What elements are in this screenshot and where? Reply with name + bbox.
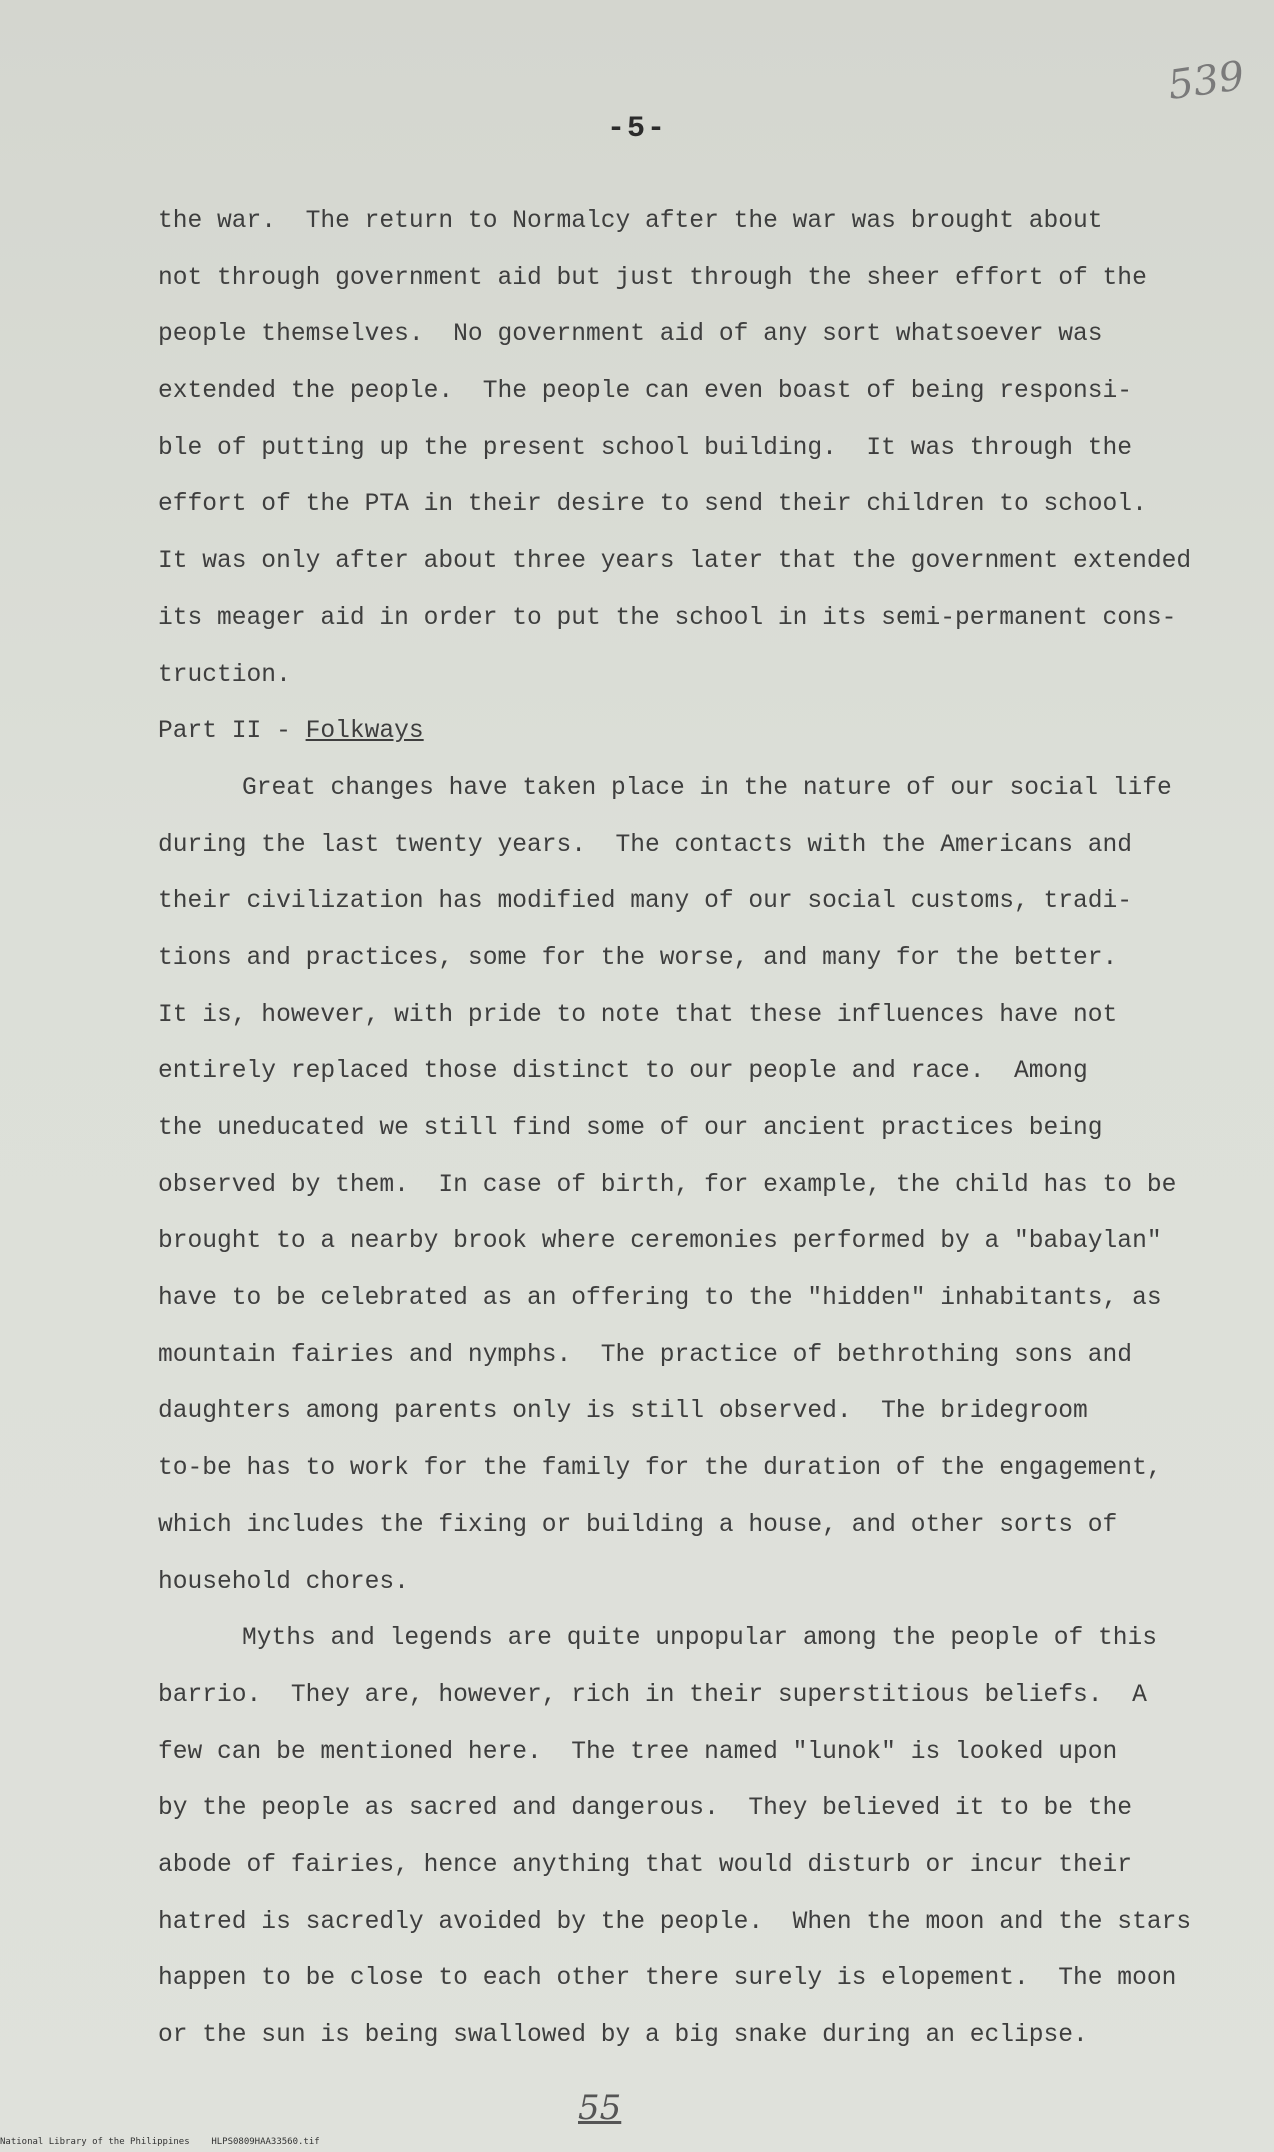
text-line: It was only after about three years later that the government extended xyxy=(158,548,1192,576)
body-text xyxy=(158,194,1192,2065)
text-line: happen to be close to each other there surely is elopement. The moon xyxy=(158,1965,1177,1993)
text-line: people themselves. No government aid of any sort whatsoever was xyxy=(158,321,1103,349)
page-number: -5- xyxy=(606,112,667,146)
text-line: their civilization has modified many of our social customs, tradi- xyxy=(158,888,1133,916)
text-line: truction. xyxy=(158,661,291,689)
text-line: during the last twenty years. The contacts with the Americans and xyxy=(158,831,1133,859)
scan-footer: National Library of the Philippines HLPS0809HAA33560.tif xyxy=(0,2137,320,2147)
folio-number: 539 xyxy=(1165,52,1248,110)
text-line: extended the people. The people can even boast of being responsi- xyxy=(158,378,1133,406)
text-line: abode of fairies, hence anything that would disturb or incur their xyxy=(158,1851,1133,1879)
text-line: Myths and legends are quite unpopular among the people of this xyxy=(242,1625,1158,1653)
handwritten-mark: 55 xyxy=(578,2088,622,2128)
text-line: ble of putting up the present school building. It was through the xyxy=(158,434,1133,462)
text-line: to-be has to work for the family for the duration of the engagement, xyxy=(158,1455,1162,1483)
text-line: daughters among parents only is still observed. The bridegroom xyxy=(158,1398,1088,1426)
text-line: by the people as sacred and dangerous. They believed it to be the xyxy=(158,1795,1133,1823)
text-line: mountain fairies and nymphs. The practice of bethrothing sons and xyxy=(158,1341,1133,1369)
text-line: not through government aid but just through the sheer effort of the xyxy=(158,264,1147,292)
text-line: hatred is sacredly avoided by the people. When the moon and the stars xyxy=(158,1908,1192,1936)
text-line: few can be mentioned here. The tree named "lunok" is looked upon xyxy=(158,1738,1118,1766)
text-line: the uneducated we still find some of our ancient practices being xyxy=(158,1115,1103,1142)
section-heading xyxy=(158,704,1148,761)
text-line: household chores. xyxy=(158,1568,409,1596)
text-line: effort of the PTA in their desire to send their children to school. xyxy=(158,491,1147,519)
text-line: It is, however, with pride to note that these influences have not xyxy=(158,1001,1118,1029)
text-line: brought to a nearby brook where ceremonies performed by a "babaylan" xyxy=(158,1228,1162,1256)
text-line: observed by them. In case of birth, for example, the child has to be xyxy=(158,1171,1177,1199)
text-line: Great changes have taken place in the nature of our social life xyxy=(242,774,1172,802)
text-line: or the sun is being swallowed by a big snake during an eclipse. xyxy=(158,2022,1088,2049)
text-line: entirely replaced those distinct to our people and race. Among xyxy=(158,1058,1088,1086)
text-line: have to be celebrated as an offering to the "hidden" inhabitants, as xyxy=(158,1285,1162,1313)
text-line: its meager aid in order to put the school in its semi-permanent cons- xyxy=(158,604,1177,632)
text-line: tions and practices, some for the worse, and many for the better. xyxy=(158,944,1118,972)
text-line: which includes the fixing or building a house, and other sorts of xyxy=(158,1511,1118,1539)
heading-prefix: Part II - xyxy=(158,718,306,746)
text-line: the war. The return to Normalcy after the war was brought about xyxy=(158,208,1103,235)
heading-title: Folkways xyxy=(305,718,424,746)
text-line: barrio. They are, however, rich in their superstitious beliefs. A xyxy=(158,1681,1147,1709)
